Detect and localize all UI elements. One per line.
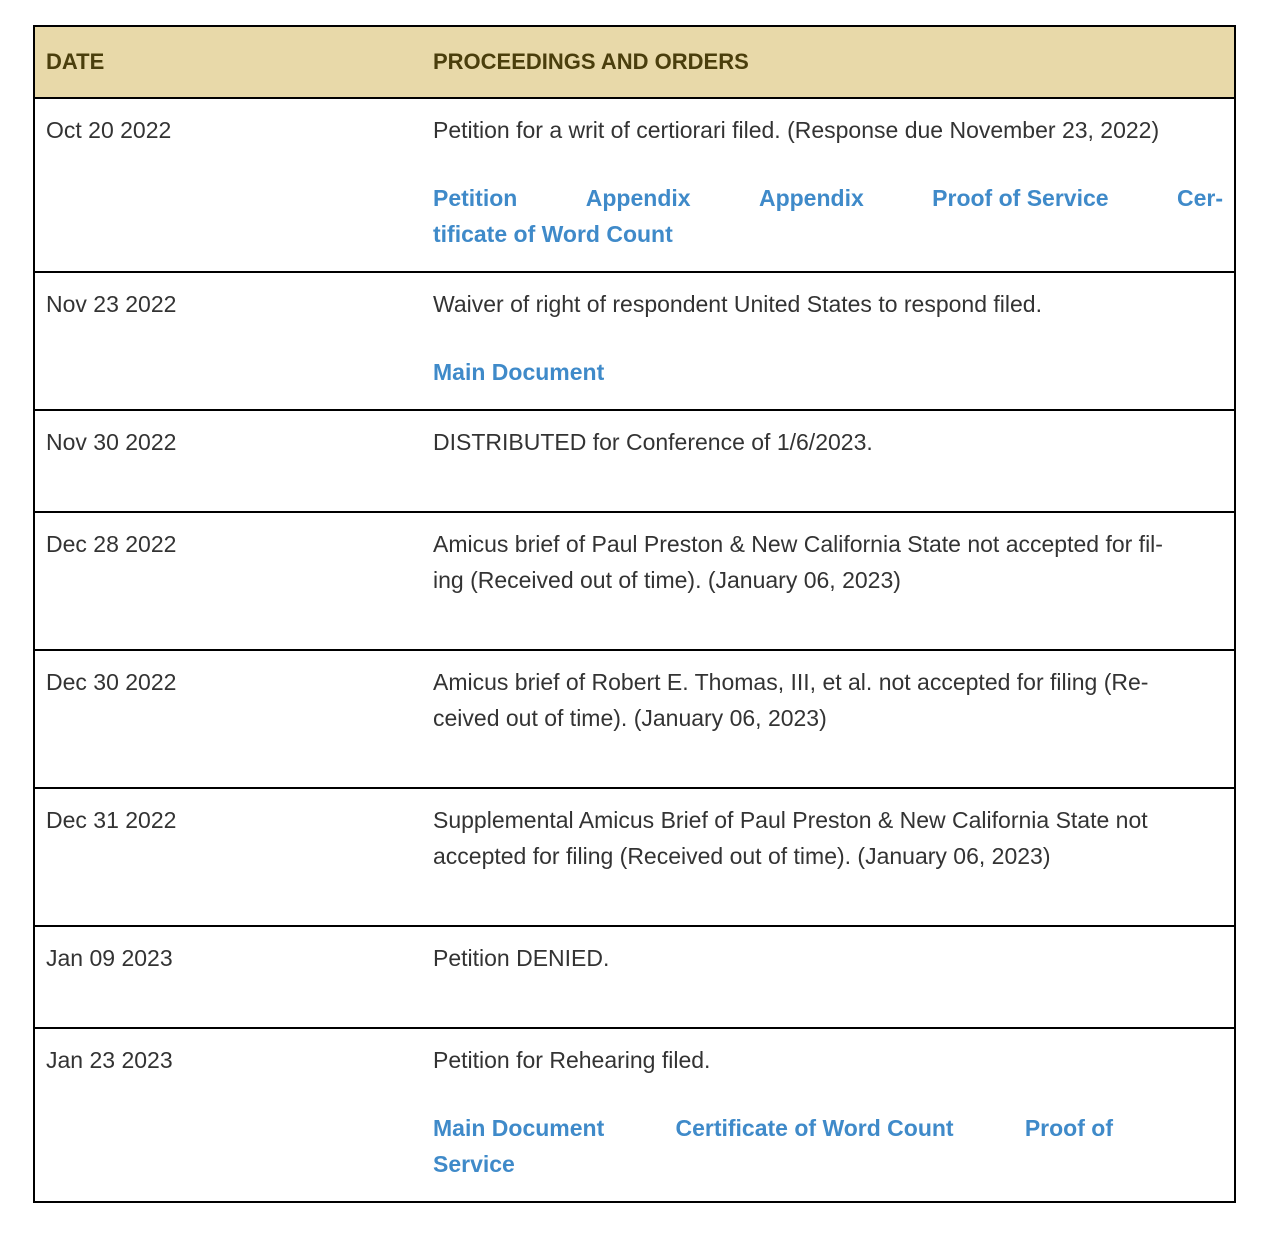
table-row: [35, 411, 1234, 513]
entry-links: [433, 1110, 1223, 1182]
entry-date: Jan 23 2023: [46, 1047, 173, 1073]
entry-text: Petition for Rehearing filed.: [433, 1047, 711, 1073]
entry-text: DISTRIBUTED for Conference of 1/6/2023.: [433, 429, 873, 455]
entry-text-line: accepted for filing (Received out of time). (January 06, 2023): [433, 843, 1051, 869]
proof-of-service-link[interactable]: Proof of Service: [932, 185, 1109, 211]
entry-proceedings: [433, 927, 1234, 1027]
entry-text: [433, 526, 1223, 598]
entry-links: [433, 180, 1223, 252]
entry-proceedings: [433, 99, 1234, 271]
entry-proceedings: [433, 789, 1234, 925]
proof-of-service-link-cont[interactable]: Service: [433, 1151, 515, 1177]
entry-text: Waiver of right of respondent United States to respond filed.: [433, 291, 1042, 317]
appendix-link[interactable]: Appendix: [585, 185, 691, 211]
main-document-link[interactable]: Main Document: [433, 1115, 605, 1141]
appendix-link-2[interactable]: Appendix: [758, 185, 864, 211]
entry-date: Jan 09 2023: [46, 945, 173, 971]
proceedings-column-header: PROCEEDINGS AND ORDERS: [433, 49, 749, 74]
table-row: [35, 273, 1234, 411]
entry-text-line: Supplemental Amicus Brief of Paul Preston & New California State not: [433, 807, 1148, 833]
proof-of-service-link[interactable]: Proof of: [1024, 1115, 1113, 1141]
entry-text: [433, 664, 1223, 736]
docket-table: [33, 25, 1236, 1203]
entry-date: Oct 20 2022: [46, 117, 172, 143]
table-row: [35, 651, 1234, 789]
main-document-link[interactable]: Main Document: [433, 359, 605, 385]
entry-text: [433, 802, 1223, 874]
entry-links: [433, 354, 1223, 390]
table-row: [35, 927, 1234, 1029]
entry-text: Petition DENIED.: [433, 945, 610, 971]
petition-link[interactable]: Petition: [433, 185, 518, 211]
certificate-of-word-count-link-cont[interactable]: tificate of Word Count: [433, 221, 673, 247]
table-row: [35, 1029, 1234, 1201]
certificate-of-word-count-link[interactable]: Cer-: [1176, 185, 1223, 211]
entry-proceedings: [433, 1029, 1234, 1201]
entry-date: Dec 31 2022: [46, 807, 177, 833]
entry-proceedings: [433, 411, 1234, 511]
entry-text-line: Amicus brief of Robert E. Thomas, III, et al. not accepted for filing (Re-: [433, 669, 1149, 695]
table-row: [35, 513, 1234, 651]
entry-proceedings: [433, 273, 1234, 409]
entry-date: Nov 30 2022: [46, 429, 177, 455]
table-header: [35, 27, 1234, 99]
entry-date: Nov 23 2022: [46, 291, 177, 317]
entry-text-line: ing (Received out of time). (January 06, 2023): [433, 567, 901, 593]
entry-date: Dec 28 2022: [46, 531, 177, 557]
entry-proceedings: [433, 513, 1234, 649]
date-column-header: DATE: [46, 49, 105, 74]
entry-proceedings: [433, 651, 1234, 787]
certificate-of-word-count-link[interactable]: Certificate of Word Count: [675, 1115, 954, 1141]
entry-text-line: ceived out of time). (January 06, 2023): [433, 705, 827, 731]
entry-text: Petition for a writ of certiorari filed. (Response due November 23, 2022): [433, 117, 1160, 143]
table-row: [35, 99, 1234, 273]
table-row: [35, 789, 1234, 927]
entry-date: Dec 30 2022: [46, 669, 177, 695]
entry-text-line: Amicus brief of Paul Preston & New California State not accepted for fil-: [433, 531, 1163, 557]
